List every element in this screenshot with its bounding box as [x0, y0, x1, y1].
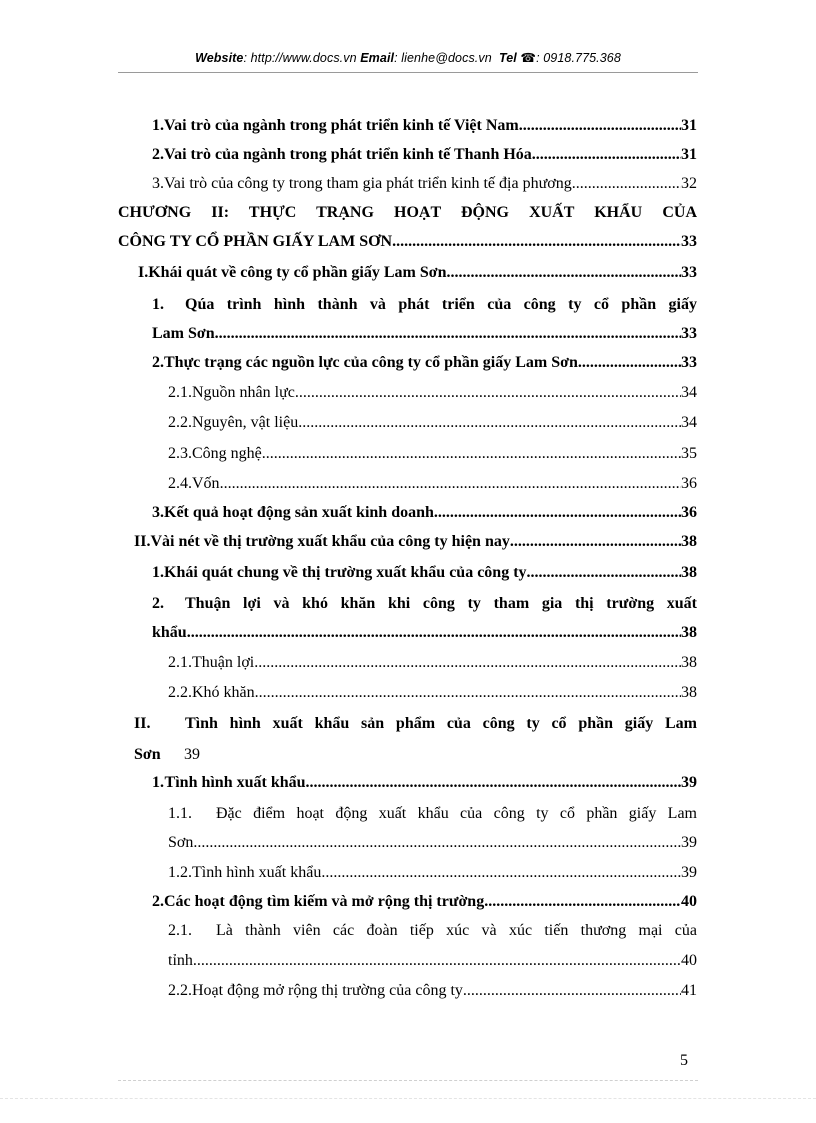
toc-entry-number: II. [134, 533, 151, 550]
toc-entry-number: 2.4. [168, 475, 192, 492]
toc-entry-number: 2.2. [168, 684, 192, 701]
toc-leader-dots [262, 444, 681, 464]
toc-entry-title: Là thành viên các đoàn tiếp xúc và xúc tiến thương mại của [216, 922, 697, 939]
email-value: : lienhe@docs.vn [394, 51, 492, 65]
toc-leader-dots [527, 563, 681, 583]
toc-entry [152, 557, 697, 583]
toc-entry [168, 945, 697, 971]
toc-leader-dots [532, 145, 681, 165]
toc-entry-title: Vài nét về thị trường xuất khẩu của công ty hiện nay [150, 533, 510, 550]
toc-entry-number: 2. [152, 146, 164, 163]
email-label: Email [360, 51, 395, 65]
toc-entry-title: Khó khăn [192, 684, 255, 701]
toc-entry-title: Nguồn nhân lực [192, 384, 295, 401]
toc-entry-title-cont: khẩu [152, 624, 187, 641]
toc-entry-page: 33 [681, 233, 697, 250]
toc-entry [152, 347, 697, 373]
toc-entry-number: 1. [152, 296, 164, 313]
toc-entry [168, 677, 697, 703]
toc-entry-number: 1.2. [168, 864, 192, 881]
toc-entry-number: 2.2. [168, 982, 192, 999]
toc-leader-dots [298, 413, 681, 433]
toc-entry [152, 139, 697, 165]
toc-entry [168, 438, 697, 464]
toc-entry-number: 2.1. [168, 922, 192, 939]
toc-entry-title-cont: Sơn [168, 834, 194, 851]
footer-rule [118, 1080, 698, 1081]
toc-entry-page: 38 [681, 564, 697, 581]
toc-entry-page: 33 [681, 325, 697, 342]
tel-label: Tel [498, 51, 517, 65]
toc-entry-page: 38 [681, 624, 697, 641]
toc-leader-dots [434, 503, 681, 523]
toc-entry-title: Công nghệ [192, 445, 262, 462]
toc-leader-dots [193, 951, 681, 971]
toc-leader-dots [254, 653, 681, 673]
toc-entry-number: 2. [152, 893, 164, 910]
toc-entry [168, 647, 697, 673]
toc-entry-page: 33 [681, 264, 697, 281]
toc-entry-number: 1. [152, 117, 164, 134]
toc-entry-title: Kết quả hoạt động sản xuất kinh doanh [164, 504, 434, 521]
toc-entry-page: 38 [681, 533, 697, 550]
toc-entry-title-cont: Sơn [134, 746, 161, 763]
toc-chapter-title [118, 197, 697, 223]
toc-entry-title: Tình hình xuất khẩu sản phẩm của công ty cổ phần giấy Lam [185, 715, 697, 732]
toc-entry-title: Tình hình xuất khẩu [164, 774, 306, 791]
toc-entry [168, 407, 697, 433]
toc-entry-title: Thực trạng các nguồn lực của công ty cổ phần giấy Lam Sơn [164, 354, 578, 371]
toc-entry-number: 1. [152, 564, 164, 581]
toc-leader-dots [295, 383, 681, 403]
toc-leader-dots [220, 474, 681, 494]
toc-entry-page: 41 [681, 982, 697, 999]
toc-entry-title: Khái quát chung về thị trường xuất khẩu của công ty [164, 564, 527, 581]
toc-leader-dots [519, 116, 681, 136]
toc-entry-number: 2.1. [168, 384, 192, 401]
toc-entry-title: Qúa trình hình thành và phát triển của công ty cổ phần giấy [185, 296, 697, 313]
toc-entry [118, 226, 697, 252]
toc-entry [168, 915, 697, 941]
toc-entry-title-cont: CÔNG TY CỔ PHẦN GIẤY LAM SƠN [118, 233, 393, 250]
toc-entry-title: Vai trò của ngành trong phát triển kinh tế Việt Nam [164, 117, 519, 134]
toc-entry [152, 497, 697, 523]
toc-leader-dots [193, 833, 681, 853]
toc-entry [152, 289, 697, 315]
toc-entry-page: 31 [681, 146, 697, 163]
toc-leader-dots [446, 263, 681, 283]
toc-entry-title: Hoạt động mở rộng thị trường của công ty [192, 982, 463, 999]
toc-entry [152, 588, 697, 614]
toc-entry-title: Tình hình xuất khẩu [192, 864, 322, 881]
toc-entry-number: 3. [152, 175, 164, 192]
toc-entry-title: Khái quát về công ty cổ phần giấy Lam Sơn [148, 264, 447, 281]
toc-entry-title: Vai trò của ngành trong phát triển kinh tế Thanh Hóa [164, 146, 532, 163]
toc-leader-dots [510, 532, 681, 552]
toc-entry-title: Nguyên, vật liệu [192, 414, 299, 431]
toc-entry-number: II. [134, 715, 151, 732]
toc-entry [138, 257, 697, 283]
header-rule [118, 72, 698, 73]
toc-entry-page: 32 [681, 175, 697, 192]
toc-entry-title: Thuận lợi [192, 654, 255, 671]
toc-entry-number: 1. [152, 774, 164, 791]
website-label: Website [195, 51, 244, 65]
toc-entry-title: Đặc điểm hoạt động xuất khẩu của công ty cổ phần giấy Lam [216, 805, 697, 822]
toc-entry-number: 2.1. [168, 654, 192, 671]
toc-entry-page: 35 [681, 445, 697, 462]
toc-entry [168, 798, 697, 824]
toc-entry-number: 2. [152, 595, 164, 612]
toc-leader-dots [572, 174, 681, 194]
toc-entry-number: 2.2. [168, 414, 192, 431]
toc-entry-number: I. [138, 264, 149, 281]
toc-entry [168, 975, 697, 1001]
toc-entry-page: 36 [681, 504, 697, 521]
toc-entry [134, 526, 697, 552]
toc-leader-dots [306, 773, 681, 793]
toc-entry-number: 2.3. [168, 445, 192, 462]
toc-leader-dots [255, 683, 681, 703]
toc-leader-dots [578, 353, 681, 373]
toc-entry-page: 34 [681, 384, 697, 401]
toc-entry-title: Vốn [192, 475, 220, 492]
toc-leader-dots [484, 892, 681, 912]
toc-entry-page: 40 [681, 952, 697, 969]
phone-icon: ☎ [520, 51, 537, 65]
toc-entry [134, 739, 697, 765]
toc-entry [152, 110, 697, 136]
toc-entry-page: 40 [681, 893, 697, 910]
toc-entry-page: 38 [681, 684, 697, 701]
toc-leader-dots [392, 232, 681, 252]
toc-entry-page: 38 [681, 654, 697, 671]
toc-entry-page: 39 [681, 834, 697, 851]
toc-entry [152, 767, 697, 793]
toc-entry-page: 36 [681, 475, 697, 492]
toc-entry-page: 39 [184, 746, 200, 763]
toc-entry [168, 468, 697, 494]
toc-leader-dots [463, 981, 681, 1001]
toc-entry-title: Vai trò của công ty trong tham gia phát triển kinh tế địa phương [164, 175, 572, 192]
toc-entry-number: 2. [152, 354, 164, 371]
toc-entry [152, 617, 697, 643]
toc-leader-dots [215, 324, 681, 344]
page-number: 5 [680, 1052, 688, 1069]
toc-leader-dots [187, 623, 681, 643]
tel-value: : 0918.775.368 [536, 51, 621, 65]
toc-entry [168, 857, 697, 883]
toc-entry-page: 31 [681, 117, 697, 134]
toc-entry [152, 318, 697, 344]
toc-entry-title-cont: Lam Sơn [152, 325, 215, 342]
toc-entry [152, 168, 697, 194]
toc-entry-page: 33 [681, 354, 697, 371]
toc-entry-page: 39 [681, 864, 697, 881]
page-bottom-rule [0, 1098, 816, 1099]
website-value: : http://www.docs.vn [243, 51, 357, 65]
toc-entry-title: Thuận lợi và khó khăn khi công ty tham gia thị trường xuất [185, 595, 697, 612]
toc-entry-page: 34 [681, 414, 697, 431]
page-header [118, 50, 698, 65]
toc-entry-number: 1.1. [168, 805, 192, 822]
toc-entry-title: CHƯƠNG II: THỰC TRẠNG HOẠT ĐỘNG XUẤT KHẨU CỦA [118, 204, 697, 221]
toc-entry-title-cont: tỉnh [168, 952, 193, 969]
toc-leader-dots [321, 863, 681, 883]
toc-entry-title: Các hoạt động tìm kiếm và mở rộng thị trường [164, 893, 485, 910]
toc-entry-number: 3. [152, 504, 164, 521]
toc-entry [168, 827, 697, 853]
toc-entry [152, 886, 697, 912]
toc-entry [168, 377, 697, 403]
toc-entry [134, 708, 697, 734]
toc-entry-page: 39 [681, 774, 697, 791]
